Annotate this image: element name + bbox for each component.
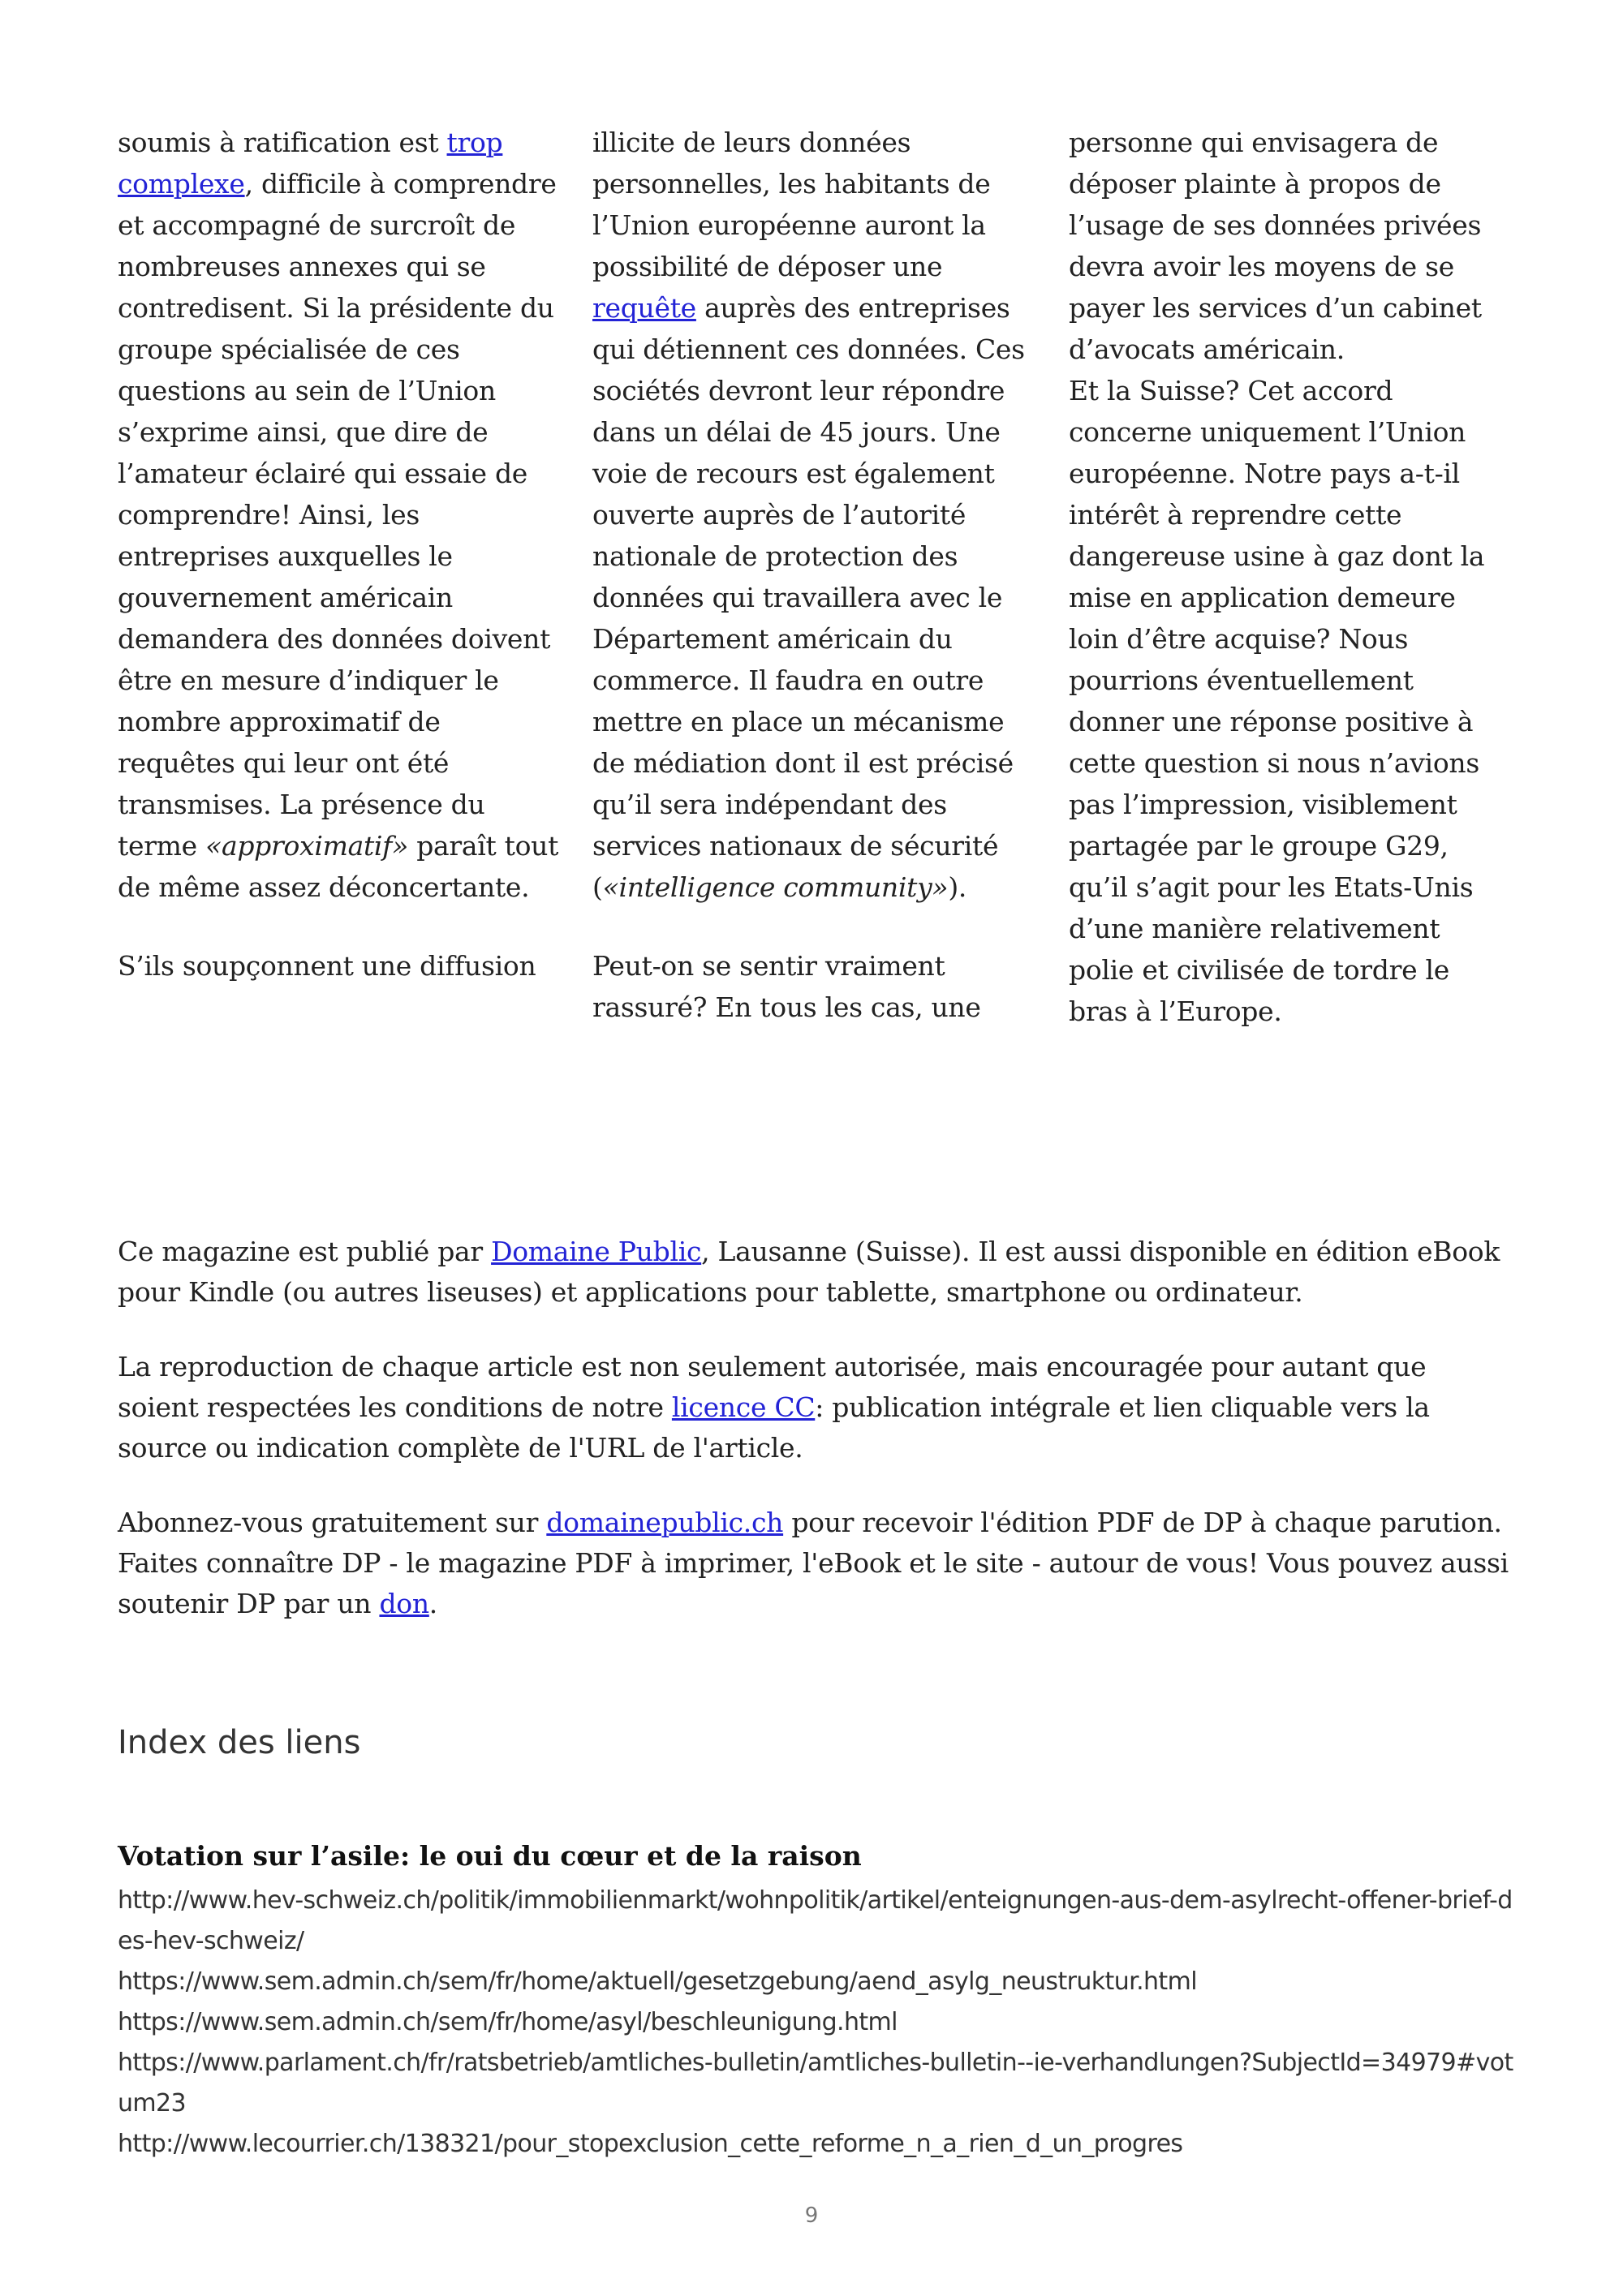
index-link-list: [118, 1881, 1522, 2165]
page-number: 9: [804, 2204, 819, 2228]
index-article-title: Votation sur l’asile: le oui du cœur et de la raison: [118, 1840, 862, 1872]
link-don[interactable]: don: [379, 1588, 429, 1619]
link-domaine-public[interactable]: Domaine Public: [491, 1236, 702, 1267]
index-link-item[interactable]: https://www.parlament.ch/fr/ratsbetrieb/amtliches-bulletin/amtliches-bulletin--ie-verhandlungen?SubjectId=34979#votum23: [118, 2049, 1513, 2118]
index-link-item[interactable]: https://www.sem.admin.ch/sem/fr/home/aktuell/gesetzgebung/aend_asylg_neustruktur.html: [118, 1967, 1197, 1996]
footer-paragraph-subscribe: Abonnez-vous gratuitement sur domainepublic.ch pour recevoir l'édition PDF de DP à chaque parution. Faites connaître DP - le magazine PDF à imprimer, l'eBook et le site - autour de vous! Vous pouvez aussi soutenir DP par un don.: [118, 1507, 1509, 1619]
link-licence-cc[interactable]: licence CC: [671, 1391, 816, 1423]
column-2-paragraph-2: Peut-on se sentir vraiment rassuré? En tous les cas, une: [592, 950, 981, 1023]
column-3-paragraph-2: Et la Suisse? Cet accord concerne uniquement l’Union européenne. Notre pays a-t-il intérêt à reprendre cette dangereuse usine à gaz dont la mise en application demeure loin d’être acquise? Nous pourrions éventuellement donner une réponse positive à cette question si nous n’avions pas l’impression, visiblement partagée par le groupe G29, qu’il s’agit pour les Etats-Unis d’une manière relativement polie et civilisée de tordre le bras à l’Europe.: [1069, 375, 1485, 1027]
column-1-paragraph-1: soumis à ratification est trop complexe, difficile à comprendre et accompagné de surcroît de nombreuses annexes qui se contredisent. Si la présidente du groupe spécialisée de ces questions au sein de l’Union s’exprime ainsi, que dire de l’amateur éclairé qui essaie de comprendre! Ainsi, les entreprises auxquelles le gouvernement américain demandera des données doivent être en mesure d’indiquer le nombre approximatif de requêtes qui leur ont été transmises. La présence du terme «approximatif» paraît tout de même assez déconcertante.: [118, 127, 559, 903]
link-requete[interactable]: requête: [592, 292, 696, 324]
link-domainepublic-ch[interactable]: domainepublic.ch: [546, 1507, 784, 1538]
footer-paragraph-license: La reproduction de chaque article est non seulement autorisée, mais encouragée pour autant que soient respectées les conditions de notre licence CC: publication intégrale et lien cliquable vers la source ou indication complète de l'URL de l'article.: [118, 1351, 1430, 1464]
link-trop-complexe[interactable]: trop complexe: [118, 127, 503, 200]
index-link-item[interactable]: http://www.lecourrier.ch/138321/pour_stopexclusion_cette_reforme_n_a_rien_d_un_progres: [118, 2130, 1183, 2158]
article-column-1: [118, 122, 560, 1024]
article-columns: [118, 122, 1505, 1055]
index-link-item[interactable]: https://www.sem.admin.ch/sem/fr/home/asyl/beschleunigung.html: [118, 2008, 898, 2036]
column-2-paragraph-1: illicite de leurs données personnelles, les habitants de l’Union européenne auront la possibilité de déposer une requête auprès des entreprises qui détiennent ces données. Ces sociétés devront leur répondre dans un délai de 45 jours. Une voie de recours est également ouverte auprès de l’autorité nationale de protection des données qui travaillera avec le Département américain du commerce. Il faudra en outre mettre en place un mécanisme de médiation dont il est précisé qu’il sera indépendant des services nationaux de sécurité («intelligence community»).: [592, 127, 1025, 903]
article-column-3: [1069, 122, 1511, 1069]
column-3-paragraph-1: personne qui envisagera de déposer plainte à propos de l’usage de ses données privées devra avoir les moyens de se payer les services d’un cabinet d’avocats américain.: [1069, 127, 1482, 365]
article-column-2: [592, 122, 1035, 1065]
magazine-footer: [118, 1232, 1513, 1658]
index-link-item[interactable]: http://www.hev-schweiz.ch/politik/immobilienmarkt/wohnpolitik/artikel/enteignungen-aus-dem-asylrecht-offener-brief-des-hev-schweiz/: [118, 1886, 1513, 1955]
column-1-paragraph-2: S’ils soupçonnent une diffusion: [118, 950, 536, 982]
index-title: Index des liens: [118, 1724, 361, 1761]
footer-paragraph-publisher: Ce magazine est publié par Domaine Public, Lausanne (Suisse). Il est aussi disponible en édition eBook pour Kindle (ou autres liseuses) et applications pour tablette, smartphone ou ordinateur.: [118, 1236, 1500, 1308]
